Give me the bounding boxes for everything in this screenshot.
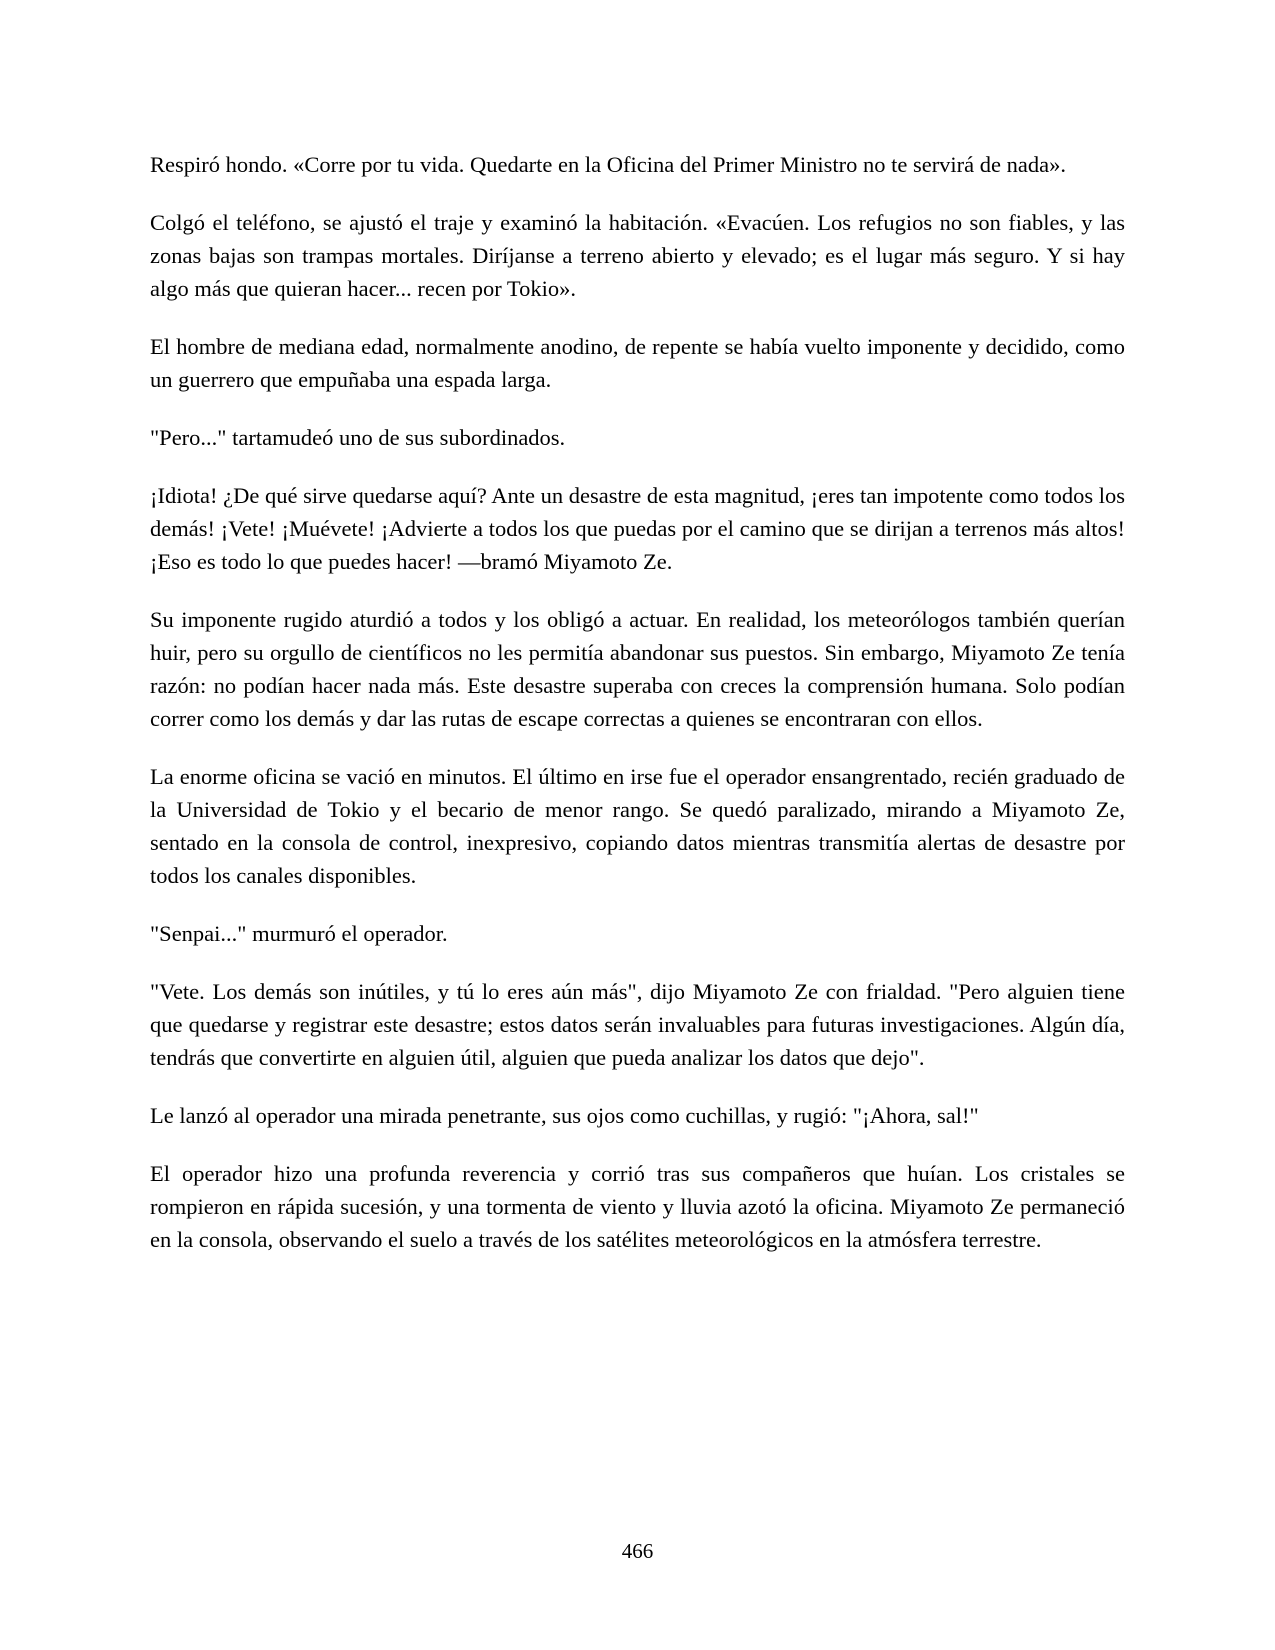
- paragraph-3: El hombre de mediana edad, normalmente anodino, de repente se había vuelto imponente y decidido, como un guerrero que empuñaba una espada larga.: [150, 334, 1125, 392]
- paragraph-5: ¡Idiota! ¿De qué sirve quedarse aquí? Ante un desastre de esta magnitud, ¡eres tan impotente como todos los demás! ¡Vete! ¡Muévete! ¡Advierte a todos los que puedas por el camino que se dirijan a terrenos más altos! ¡Eso es todo lo que puedes hacer! —bramó Miyamoto Ze.: [150, 483, 1125, 574]
- paragraph-8: "Senpai..." murmuró el operador.: [150, 921, 448, 946]
- paragraph-11: El operador hizo una profunda reverencia y corrió tras sus compañeros que huían. Los cristales se rompieron en rápida sucesión, y una tormenta de viento y lluvia azotó la oficina. Miyamoto Ze permaneció en la consola, observando el suelo a través de los satélites meteorológicos en la atmósfera terrestre.: [150, 1161, 1125, 1252]
- paragraph-7: La enorme oficina se vació en minutos. El último en irse fue el operador ensangrentado, recién graduado de la Universidad de Tokio y el becario de menor rango. Se quedó paralizado, mirando a Miyamoto Ze, sentado en la consola de control, inexpresivo, copiando datos mientras transmitía alertas de desastre por todos los canales disponibles.: [150, 764, 1125, 888]
- text-body: [150, 148, 1125, 1281]
- paragraph-10: Le lanzó al operador una mirada penetrante, sus ojos como cuchillas, y rugió: "¡Ahora, sal!": [150, 1103, 979, 1128]
- paragraph-1: Respiró hondo. «Corre por tu vida. Quedarte en la Oficina del Primer Ministro no te servirá de nada».: [150, 152, 1066, 177]
- paragraph-4: "Pero..." tartamudeó uno de sus subordinados.: [150, 425, 566, 450]
- page-number: 466: [621, 1539, 654, 1563]
- paragraph-9: "Vete. Los demás son inútiles, y tú lo eres aún más", dijo Miyamoto Ze con frialdad. "Pero alguien tiene que quedarse y registrar este desastre; estos datos serán invaluables para futuras investigaciones. Algún día, tendrás que convertirte en alguien útil, alguien que pueda analizar los datos que dejo".: [150, 979, 1125, 1070]
- paragraph-6: Su imponente rugido aturdió a todos y los obligó a actuar. En realidad, los meteorólogos también querían huir, pero su orgullo de científicos no les permitía abandonar sus puestos. Sin embargo, Miyamoto Ze tenía razón: no podían hacer nada más. Este desastre superaba con creces la comprensión humana. Solo podían correr como los demás y dar las rutas de escape correctas a quienes se encontraran con ellos.: [150, 607, 1125, 731]
- paragraph-2: Colgó el teléfono, se ajustó el traje y examinó la habitación. «Evacúen. Los refugios no son fiables, y las zonas bajas son trampas mortales. Diríjanse a terreno abierto y elevado; es el lugar más seguro. Y si hay algo más que quieran hacer... recen por Tokio».: [150, 210, 1125, 301]
